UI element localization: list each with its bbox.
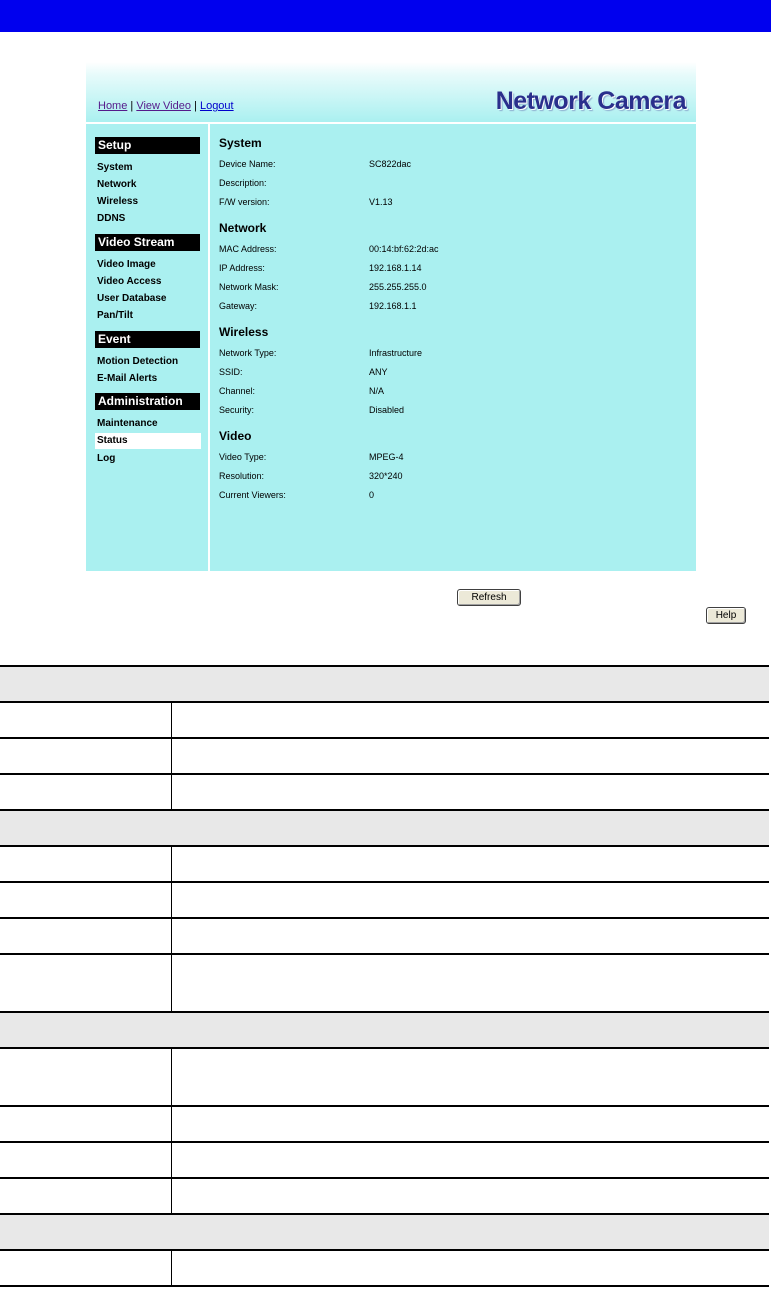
table-group-row <box>0 1012 769 1048</box>
sidebar-section-event: Event <box>95 331 200 348</box>
description-table <box>0 665 769 1287</box>
current-viewers-value: 0 <box>369 490 375 500</box>
sidebar-item-motion-detection[interactable]: Motion Detection <box>97 356 179 367</box>
view-video-link[interactable]: View Video <box>136 100 191 112</box>
sidebar-item-email-alerts[interactable]: E-Mail Alerts <box>97 373 158 384</box>
sidebar-section-video-stream: Video Stream <box>95 234 200 251</box>
brand-logo-text: Network Camera <box>495 87 686 115</box>
link-separator: | <box>127 100 137 112</box>
section-title-system: System <box>219 136 262 150</box>
resolution-label: Resolution: <box>219 471 265 481</box>
table-row <box>0 1048 769 1106</box>
status-panel <box>212 124 737 621</box>
help-button[interactable]: Help <box>706 607 746 624</box>
sidebar-section-setup: Setup <box>95 137 200 154</box>
network-mask-value: 255.255.255.0 <box>369 282 427 292</box>
description-label: Description: <box>219 178 267 188</box>
ui-header <box>86 62 696 122</box>
channel-value: N/A <box>369 386 385 396</box>
video-type-value: MPEG-4 <box>369 452 404 462</box>
refresh-button[interactable]: Refresh <box>457 589 521 606</box>
top-color-bar <box>0 0 771 32</box>
device-name-label: Device Name: <box>219 159 276 169</box>
table-row <box>0 1106 769 1142</box>
table-row <box>0 1142 769 1178</box>
mac-address-label: MAC Address: <box>219 244 277 254</box>
table-row <box>0 774 769 810</box>
network-type-label: Network Type: <box>219 348 277 358</box>
security-label: Security: <box>219 405 255 415</box>
fw-version-value: V1.13 <box>369 197 393 207</box>
sidebar-item-system[interactable]: System <box>97 162 133 173</box>
channel-label: Channel: <box>219 386 256 396</box>
ip-address-label: IP Address: <box>219 263 265 273</box>
table-row <box>0 738 769 774</box>
sidebar-item-status[interactable]: Status <box>95 433 201 449</box>
ssid-label: SSID: <box>219 367 243 377</box>
table-group-row <box>0 666 769 702</box>
mac-address-value: 00:14:bf:62:2d:ac <box>369 244 439 254</box>
network-type-value: Infrastructure <box>369 348 423 358</box>
ip-address-value: 192.168.1.14 <box>369 263 422 273</box>
section-title-video: Video <box>219 429 252 443</box>
table-group-row <box>0 810 769 846</box>
logout-link[interactable]: Logout <box>199 100 234 112</box>
gateway-value: 192.168.1.1 <box>369 301 417 311</box>
section-title-network: Network <box>219 221 267 235</box>
sidebar <box>86 124 210 571</box>
video-type-label: Video Type: <box>219 452 267 462</box>
header-nav <box>98 100 234 112</box>
sidebar-section-administration: Administration <box>95 393 200 410</box>
link-separator: | <box>190 100 200 112</box>
table-row <box>0 846 769 882</box>
table-row <box>0 1178 769 1214</box>
fw-version-label: F/W version: <box>219 197 270 207</box>
current-viewers-label: Current Viewers: <box>219 490 286 500</box>
sidebar-item-video-image[interactable]: Video Image <box>97 259 156 270</box>
table-row <box>0 954 769 1012</box>
sidebar-item-pan-tilt[interactable]: Pan/Tilt <box>97 310 133 321</box>
table-row <box>0 918 769 954</box>
section-title-wireless: Wireless <box>219 325 269 339</box>
resolution-value: 320*240 <box>369 471 403 481</box>
home-link[interactable]: Home <box>98 100 128 112</box>
sidebar-item-wireless[interactable]: Wireless <box>97 196 139 207</box>
sidebar-item-maintenance[interactable]: Maintenance <box>97 418 158 429</box>
sidebar-item-video-access[interactable]: Video Access <box>97 276 162 287</box>
camera-web-ui <box>86 62 737 621</box>
table-row <box>0 882 769 918</box>
gateway-label: Gateway: <box>219 301 258 311</box>
table-group-row <box>0 1214 769 1250</box>
device-name-value: SC822dac <box>369 159 412 169</box>
network-mask-label: Network Mask: <box>219 282 279 292</box>
ssid-value: ANY <box>369 367 388 377</box>
sidebar-item-ddns[interactable]: DDNS <box>97 213 126 224</box>
table-row <box>0 702 769 738</box>
table-row <box>0 1250 769 1286</box>
sidebar-item-user-database[interactable]: User Database <box>97 293 167 304</box>
sidebar-item-network[interactable]: Network <box>97 179 137 190</box>
security-value: Disabled <box>369 405 405 415</box>
sidebar-item-log[interactable]: Log <box>97 453 116 464</box>
